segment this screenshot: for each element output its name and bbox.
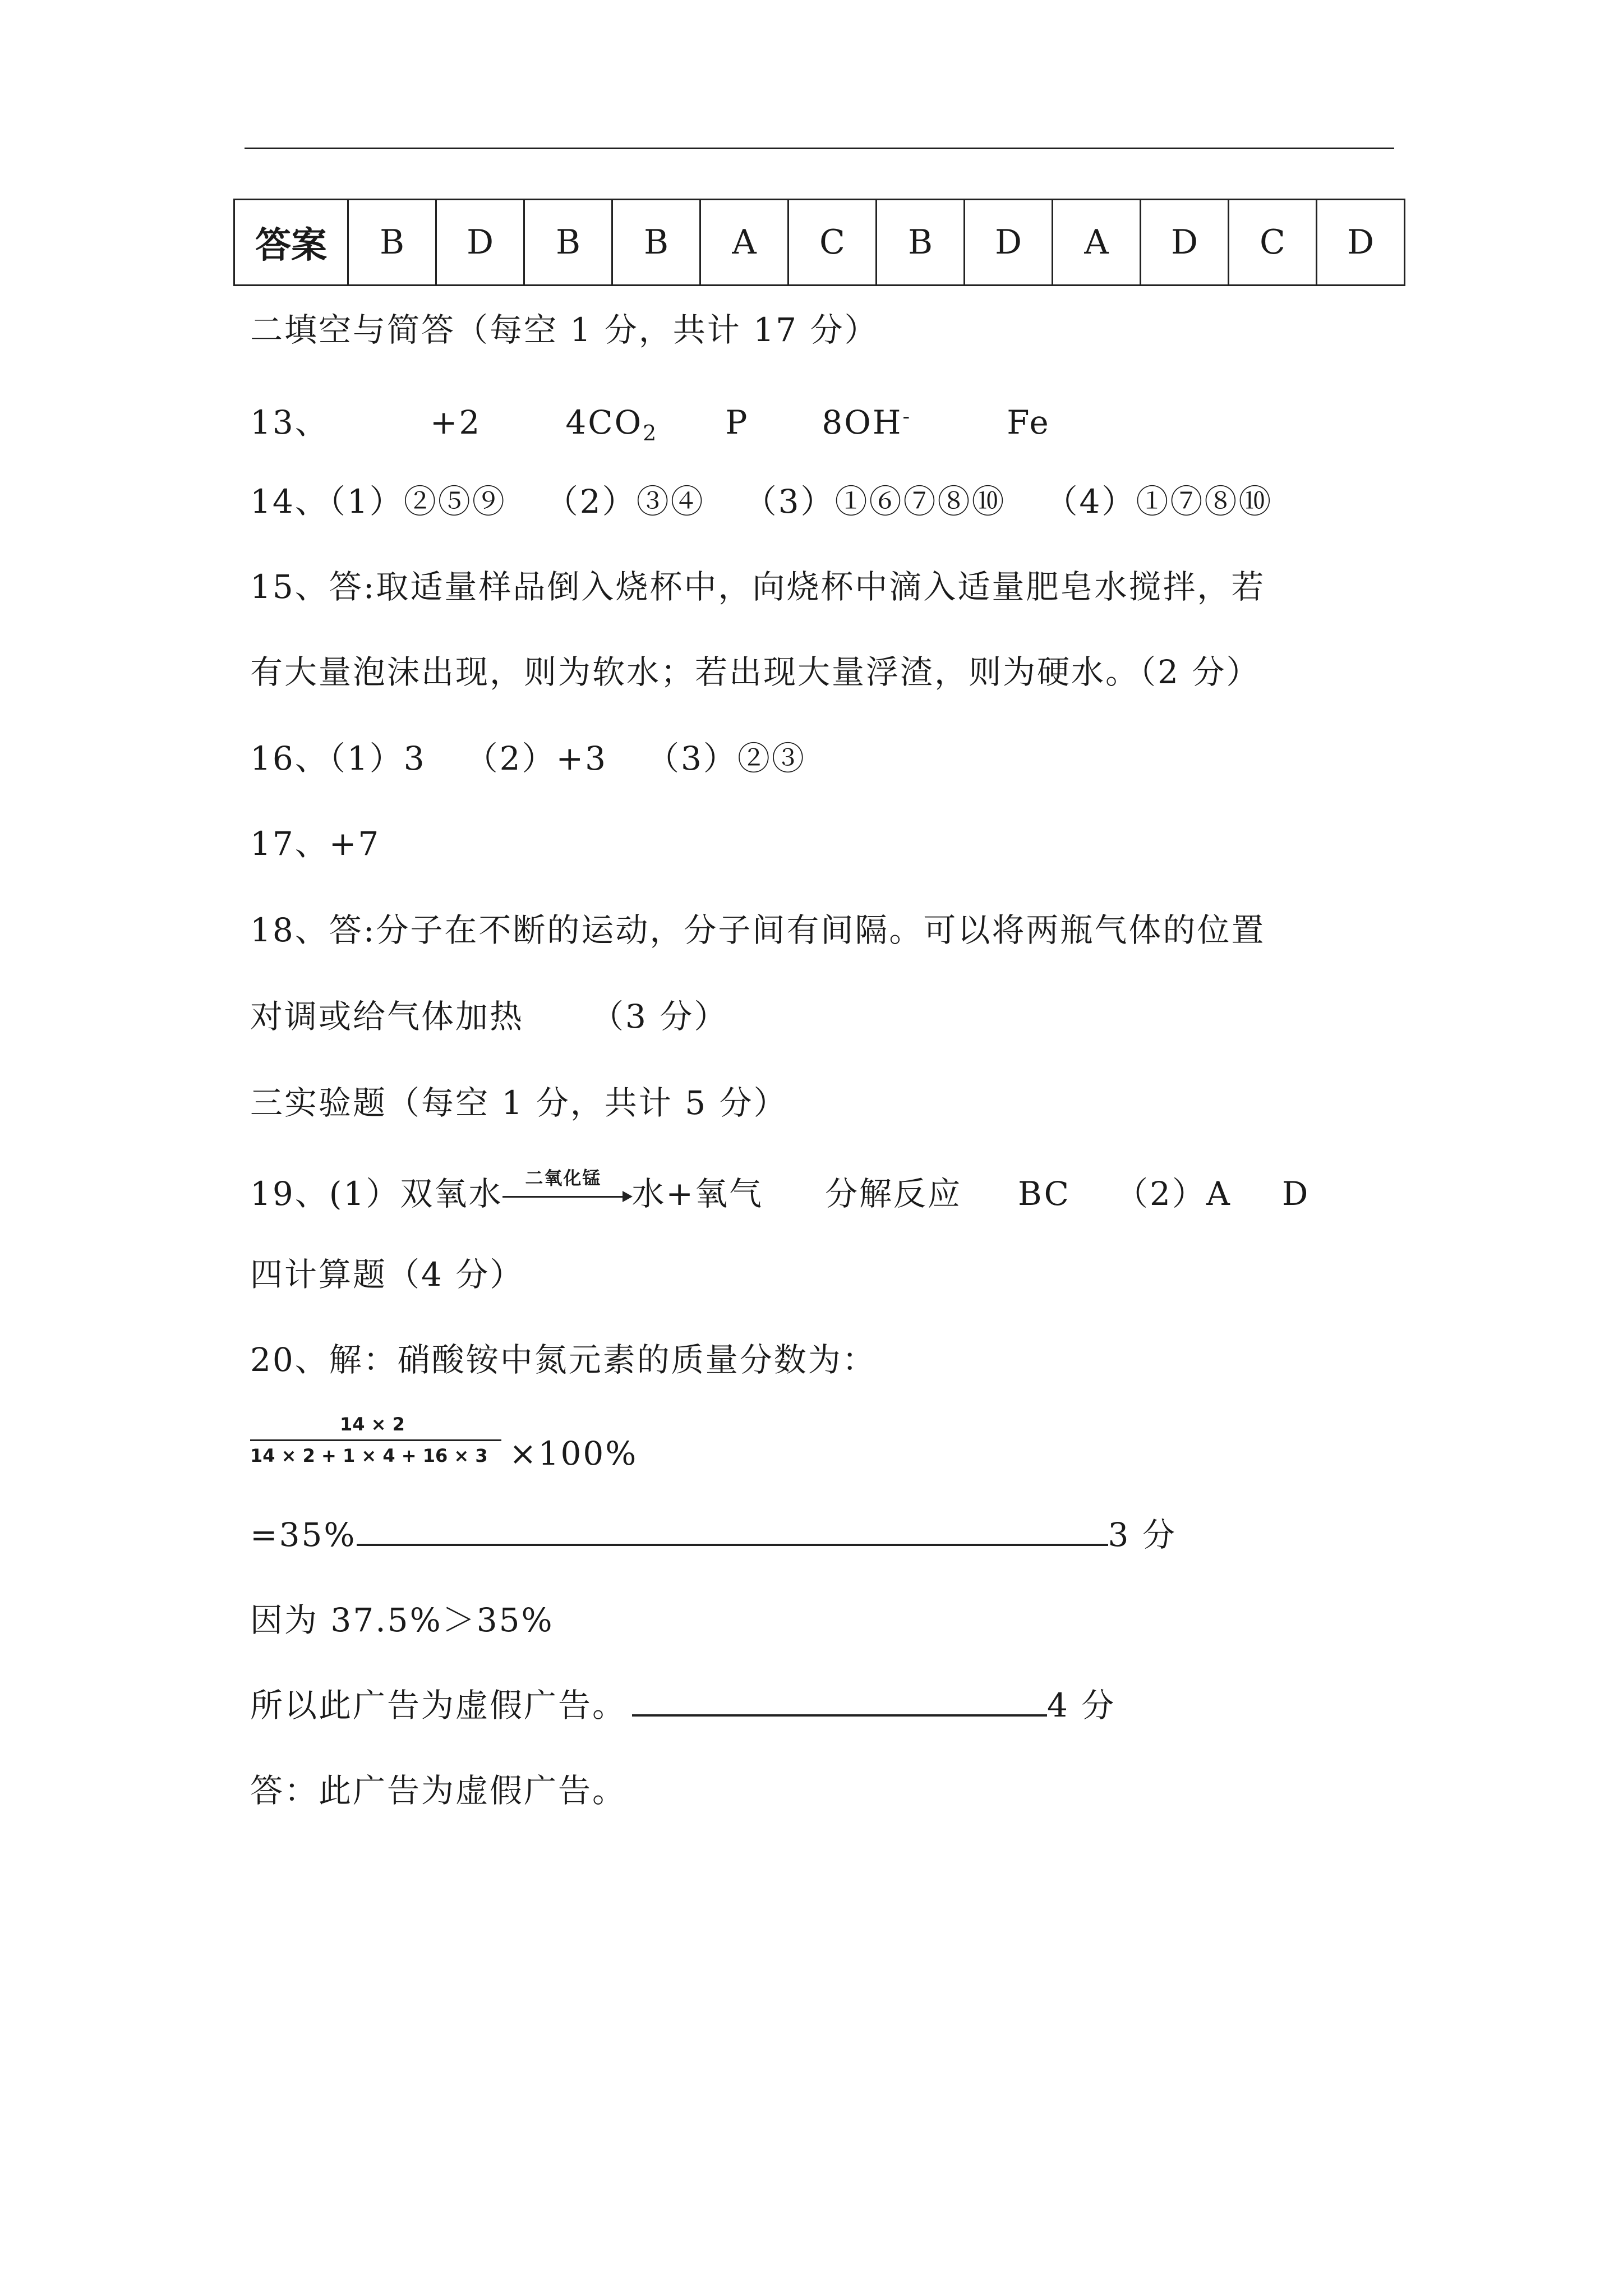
answer-cell: B	[612, 200, 700, 286]
q20-score-1: 3 分	[1108, 1516, 1177, 1554]
header-rule	[245, 148, 1394, 149]
answer-cell: C	[1229, 200, 1317, 286]
answer-underline	[357, 1516, 1108, 1546]
q14-part-2: （2）③④	[545, 482, 705, 521]
q16-part-1: （1）3	[329, 739, 426, 777]
q20-intro: 20、解：硝酸铵中氮元素的质量分数为：	[250, 1341, 877, 1379]
answer-cell: A	[1053, 200, 1141, 286]
section2-title: 二填空与简答（每空 1 分，共计 17 分）	[250, 311, 879, 349]
q17-line: 17、+7	[250, 825, 381, 863]
answer-cell: D	[1141, 200, 1229, 286]
fraction-numerator: 14 × 2	[340, 1414, 405, 1435]
q15-line-1: 15、答:取适量样品倒入烧杯中，向烧杯中滴入适量肥皂水搅拌，若	[250, 568, 1266, 606]
answer-table-header: 答案	[234, 200, 348, 286]
q16-part-3: （3）②③	[647, 739, 806, 777]
mass-fraction-formula	[250, 1414, 508, 1470]
answer-row	[234, 200, 1405, 286]
q13-answer-4-sup: -	[902, 404, 912, 429]
q13-answer-3: P	[725, 403, 749, 441]
answer-cell: B	[524, 200, 612, 286]
q15-line-2: 有大量泡沫出现，则为软水；若出现大量浮渣，则为硬水。（2 分）	[250, 653, 1261, 691]
answer-table	[233, 199, 1405, 286]
q16-number: 16、	[250, 739, 329, 777]
answer-cell: A	[700, 200, 789, 286]
q20-compare: 因为 37.5%＞35%	[250, 1601, 554, 1639]
answer-cell: D	[436, 200, 524, 286]
q13-answer-5: Fe	[1007, 403, 1050, 441]
q20-conclusion-line	[250, 1685, 1115, 1726]
arrow-shaft	[502, 1196, 626, 1198]
answer-cell: B	[348, 200, 436, 286]
q19-part-2: （2）A	[1115, 1175, 1232, 1213]
q19-reaction-type: 分解反应	[824, 1175, 962, 1213]
q19-products: 水+氧气	[631, 1175, 763, 1213]
q20-conclusion: 所以此广告为虚假广告。	[250, 1686, 627, 1724]
section3-title: 三实验题（每空 1 分，共计 5 分）	[250, 1084, 788, 1122]
q14-part-3: （3）①⑥⑦⑧⑩	[744, 482, 1006, 521]
answer-cell: C	[789, 200, 877, 286]
q14-part-1: （1）②⑤⑨	[329, 482, 506, 521]
q13-answer-1: +2	[430, 403, 482, 441]
catalyst-label: 二氧化锰	[525, 1167, 602, 1189]
q20-final-answer: 答：此广告为虚假广告。	[250, 1772, 627, 1810]
q14-part-4: （4）①⑦⑧⑩	[1045, 482, 1273, 521]
q13-answer-2	[565, 403, 658, 445]
q18-line-2	[250, 996, 728, 1037]
arrow-head-icon	[623, 1191, 633, 1202]
answer-underline	[632, 1686, 1047, 1717]
fraction-multiplier: ×100%	[509, 1434, 638, 1473]
q19-line	[250, 1167, 1310, 1214]
q19-prefix: 19、(1）双氧水	[250, 1175, 503, 1213]
q16-line	[250, 738, 806, 779]
q20-result: =35%	[250, 1516, 357, 1554]
answer-cell: D	[965, 200, 1053, 286]
q20-result-line	[250, 1515, 1177, 1555]
q13-number: 13、	[250, 403, 329, 441]
q16-part-2: （2）+3	[465, 739, 608, 777]
q14-number: 14、	[250, 482, 329, 521]
q13-answer-2-main: 4CO	[565, 403, 643, 441]
q19-answer-2: D	[1281, 1175, 1310, 1213]
q18-score: （3 分）	[591, 997, 728, 1036]
q18-line-2-text: 对调或给气体加热	[250, 997, 524, 1036]
section4-title: 四计算题（4 分）	[250, 1255, 524, 1294]
q13-answer-4	[822, 403, 911, 441]
q20-score-2: 4 分	[1047, 1686, 1116, 1724]
q18-line-1: 18、答:分子在不断的运动，分子间有间隔。可以将两瓶气体的位置	[250, 911, 1266, 949]
answer-cell: D	[1317, 200, 1405, 286]
q19-answer-1: BC	[1017, 1175, 1071, 1213]
q13-answer-4-main: 8OH	[822, 403, 903, 441]
fraction-denominator: 14 × 2 + 1 × 4 + 16 × 3	[250, 1445, 488, 1466]
fraction-bar	[250, 1439, 501, 1441]
q13-line	[250, 396, 1050, 453]
answer-cell: B	[877, 200, 965, 286]
q13-answer-2-sub: 2	[643, 421, 658, 445]
q14-line	[250, 481, 1272, 522]
reaction-arrow	[502, 1167, 631, 1214]
